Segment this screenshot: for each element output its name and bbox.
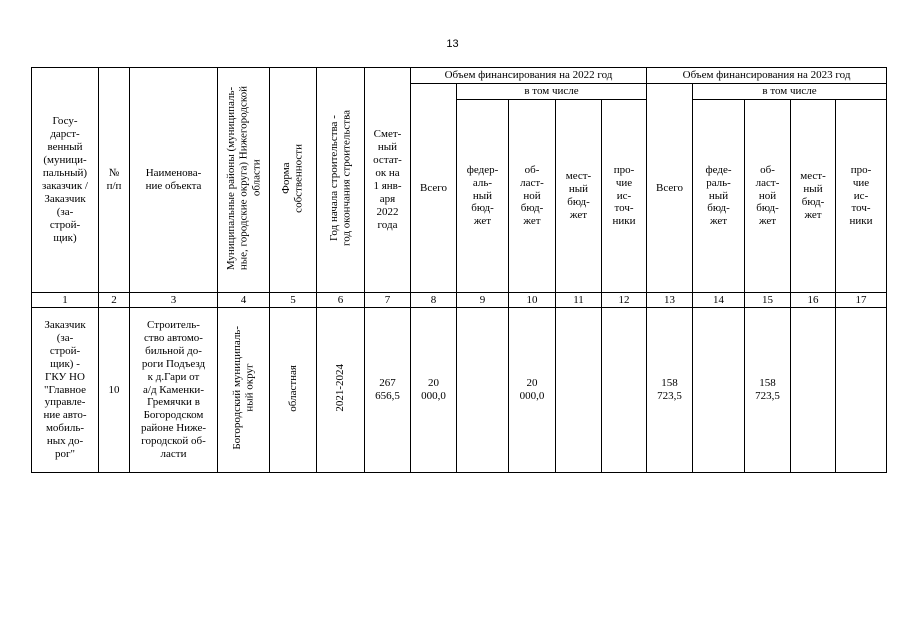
cell-customer: Заказчик (за- строй- щик) - ГКУ НО "Главное управле- ние авто- мобиль- ных до- рог"	[32, 308, 99, 473]
cell-object-name: Строитель- ство автомо- бильной до- роги Подъезд к д.Гари от а/д Каменки- Гремячки в Богородском районе Ниже- городской об- ласти	[130, 308, 218, 473]
column-number: 1	[32, 293, 99, 308]
cell-district	[218, 308, 270, 473]
column-number: 3	[130, 293, 218, 308]
header-financing-2023: Объем финансирования на 2023 год	[647, 68, 887, 84]
header-balance: Смет- ный остат- ок на 1 янв- аря 2022 года	[365, 68, 411, 293]
cell-total-2023: 158 723,5	[647, 308, 693, 473]
header-federal-2022: федер- аль- ный бюд- жет	[457, 100, 509, 293]
header-total-2023: Всего	[647, 84, 693, 293]
header-customer: Госу- дарст- венный (муници- пальный) заказчик / Заказчик (за- строй- щик)	[32, 68, 99, 293]
header-total-2022: Всего	[411, 84, 457, 293]
column-number: 17	[836, 293, 887, 308]
header-number: № п/п	[99, 68, 130, 293]
header-row-1	[32, 68, 887, 84]
header-years-cell	[317, 68, 365, 293]
column-number: 15	[745, 293, 791, 308]
column-number: 7	[365, 293, 411, 308]
column-number: 11	[556, 293, 602, 308]
header-including-2023: в том числе	[693, 84, 887, 100]
header-object-name: Наименова- ние объекта	[130, 68, 218, 293]
cell-local-2022	[556, 308, 602, 473]
column-number-row	[32, 293, 887, 308]
header-ownership: Форма собственности	[280, 143, 305, 213]
column-number: 12	[602, 293, 647, 308]
header-districts-cell	[218, 68, 270, 293]
cell-other-2023	[836, 308, 887, 473]
column-number: 16	[791, 293, 836, 308]
header-local-2023: мест- ный бюд- жет	[791, 100, 836, 293]
cell-other-2022	[602, 308, 647, 473]
cell-local-2023	[791, 308, 836, 473]
cell-ownership-text: областная	[286, 364, 299, 412]
cell-number: 10	[99, 308, 130, 473]
cell-federal-2022	[457, 308, 509, 473]
cell-federal-2023	[693, 308, 745, 473]
cell-ownership	[270, 308, 317, 473]
column-number: 10	[509, 293, 556, 308]
financing-table	[31, 67, 887, 473]
cell-district-text: Богородский муниципаль- ный округ	[230, 326, 256, 450]
header-regional-2022: об- ласт- ной бюд- жет	[509, 100, 556, 293]
page-number: 13	[446, 38, 459, 50]
cell-balance: 267 656,5	[365, 308, 411, 473]
column-number: 5	[270, 293, 317, 308]
header-financing-2022: Объем финансирования на 2022 год	[411, 68, 647, 84]
cell-years	[317, 308, 365, 473]
header-local-2022: мест- ный бюд- жет	[556, 100, 602, 293]
header-other-2022: про- чие ис- точ- ники	[602, 100, 647, 293]
column-number: 13	[647, 293, 693, 308]
header-federal-2023: феде- раль- ный бюд- жет	[693, 100, 745, 293]
column-number: 8	[411, 293, 457, 308]
cell-regional-2022: 20 000,0	[509, 308, 556, 473]
header-regional-2023: об- ласт- ной бюд- жет	[745, 100, 791, 293]
column-number: 4	[218, 293, 270, 308]
cell-total-2022: 20 000,0	[411, 308, 457, 473]
column-number: 2	[99, 293, 130, 308]
header-years: Год начала строительства - год окончания строительства	[327, 110, 353, 246]
cell-regional-2023: 158 723,5	[745, 308, 791, 473]
header-ownership-cell	[270, 68, 317, 293]
table-row	[32, 308, 887, 473]
header-other-2023: про- чие ис- точ- ники	[836, 100, 887, 293]
header-including-2022: в том числе	[457, 84, 647, 100]
column-number: 9	[457, 293, 509, 308]
column-number: 14	[693, 293, 745, 308]
cell-years-text: 2021-2024	[334, 364, 347, 412]
header-districts: Муниципальные районы (муниципаль- ные, городские округа) Нижегородской области	[224, 85, 262, 271]
column-number: 6	[317, 293, 365, 308]
